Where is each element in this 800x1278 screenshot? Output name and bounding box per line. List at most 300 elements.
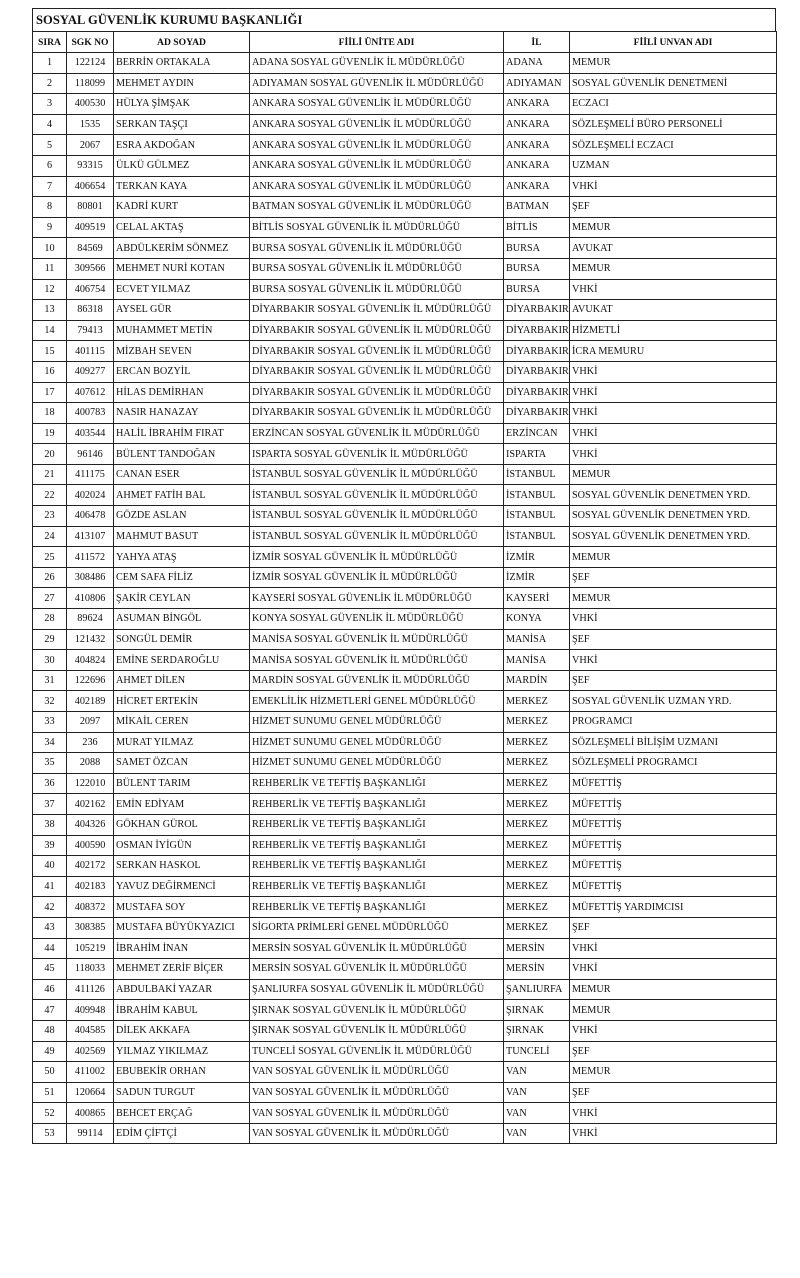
table-row (33, 567, 777, 588)
cell-fiili-unite: ANKARA SOSYAL GÜVENLİK İL MÜDÜRLÜĞÜ (250, 135, 504, 156)
cell-sgk-no: 120664 (67, 1082, 114, 1103)
cell-fiili-unite: TUNCELİ SOSYAL GÜVENLİK İL MÜDÜRLÜĞÜ (250, 1041, 504, 1062)
cell-sira: 30 (33, 650, 67, 671)
col-header-sgk-no: SGK NO (67, 32, 114, 53)
cell-fiili-unite: ŞIRNAK SOSYAL GÜVENLİK İL MÜDÜRLÜĞÜ (250, 1000, 504, 1021)
table-row (33, 114, 777, 135)
cell-sgk-no: 406654 (67, 176, 114, 197)
cell-fiili-unite: ADANA SOSYAL GÜVENLİK İL MÜDÜRLÜĞÜ (250, 53, 504, 74)
cell-il: BİTLİS (504, 217, 570, 238)
cell-il: MERSİN (504, 938, 570, 959)
cell-ad-soyad: ESRA AKDOĞAN (114, 135, 250, 156)
cell-il: MARDİN (504, 670, 570, 691)
table-row (33, 691, 777, 712)
cell-ad-soyad: HÜLYA ŞİMŞAK (114, 94, 250, 115)
cell-il: MERKEZ (504, 691, 570, 712)
table-row (33, 94, 777, 115)
cell-sira: 13 (33, 300, 67, 321)
cell-ad-soyad: ECVET YILMAZ (114, 279, 250, 300)
cell-sira: 2 (33, 73, 67, 94)
cell-fiili-unvan: MÜFETTİŞ (570, 814, 777, 835)
cell-sgk-no: 404585 (67, 1020, 114, 1041)
cell-ad-soyad: ABDULBAKİ YAZAR (114, 979, 250, 1000)
table-row (33, 814, 777, 835)
table-row (33, 526, 777, 547)
cell-fiili-unite: VAN SOSYAL GÜVENLİK İL MÜDÜRLÜĞÜ (250, 1082, 504, 1103)
cell-ad-soyad: DİLEK AKKAFA (114, 1020, 250, 1041)
cell-sgk-no: 410806 (67, 588, 114, 609)
cell-il: MERKEZ (504, 753, 570, 774)
cell-sgk-no: 403544 (67, 423, 114, 444)
cell-sgk-no: 409948 (67, 1000, 114, 1021)
cell-fiili-unite: KONYA SOSYAL GÜVENLİK İL MÜDÜRLÜĞÜ (250, 609, 504, 630)
cell-ad-soyad: OSMAN İYİGÜN (114, 835, 250, 856)
table-row (33, 753, 777, 774)
cell-sira: 32 (33, 691, 67, 712)
table-row (33, 856, 777, 877)
cell-fiili-unvan: SOSYAL GÜVENLİK DENETMEN YRD. (570, 485, 777, 506)
cell-il: ISPARTA (504, 444, 570, 465)
cell-il: MERSİN (504, 959, 570, 980)
cell-fiili-unvan: MÜFETTİŞ (570, 835, 777, 856)
cell-sira: 51 (33, 1082, 67, 1103)
table-row (33, 773, 777, 794)
cell-ad-soyad: CANAN ESER (114, 464, 250, 485)
cell-sira: 16 (33, 361, 67, 382)
cell-fiili-unite: DİYARBAKIR SOSYAL GÜVENLİK İL MÜDÜRLÜĞÜ (250, 382, 504, 403)
cell-fiili-unvan: ŞEF (570, 567, 777, 588)
cell-il: ŞANLIURFA (504, 979, 570, 1000)
cell-fiili-unite: REHBERLİK VE TEFTİŞ BAŞKANLIĞI (250, 814, 504, 835)
table-row (33, 217, 777, 238)
cell-il: ANKARA (504, 114, 570, 135)
table-row (33, 588, 777, 609)
cell-ad-soyad: SERKAN TAŞÇI (114, 114, 250, 135)
cell-sira: 26 (33, 567, 67, 588)
table-body (33, 53, 777, 1144)
personnel-table (32, 31, 777, 1144)
cell-sira: 41 (33, 876, 67, 897)
cell-ad-soyad: AHMET FATİH BAL (114, 485, 250, 506)
table-row (33, 423, 777, 444)
cell-fiili-unite: VAN SOSYAL GÜVENLİK İL MÜDÜRLÜĞÜ (250, 1123, 504, 1144)
cell-fiili-unite: MERSİN SOSYAL GÜVENLİK İL MÜDÜRLÜĞÜ (250, 959, 504, 980)
cell-sira: 22 (33, 485, 67, 506)
cell-fiili-unvan: MEMUR (570, 1062, 777, 1083)
cell-il: ADIYAMAN (504, 73, 570, 94)
cell-ad-soyad: MEHMET ZERİF BİÇER (114, 959, 250, 980)
cell-fiili-unite: HİZMET SUNUMU GENEL MÜDÜRLÜĞÜ (250, 732, 504, 753)
cell-il: DİYARBAKIR (504, 361, 570, 382)
cell-sira: 38 (33, 814, 67, 835)
cell-sgk-no: 406478 (67, 506, 114, 527)
table-row (33, 1082, 777, 1103)
cell-fiili-unvan: VHKİ (570, 959, 777, 980)
table-row (33, 917, 777, 938)
cell-fiili-unvan: VHKİ (570, 609, 777, 630)
cell-sira: 25 (33, 547, 67, 568)
cell-il: MERKEZ (504, 897, 570, 918)
cell-ad-soyad: HİLAS DEMİRHAN (114, 382, 250, 403)
cell-sgk-no: 402024 (67, 485, 114, 506)
cell-sgk-no: 408372 (67, 897, 114, 918)
cell-sgk-no: 402569 (67, 1041, 114, 1062)
cell-fiili-unvan: İCRA MEMURU (570, 341, 777, 362)
cell-sira: 40 (33, 856, 67, 877)
cell-fiili-unvan: VHKİ (570, 403, 777, 424)
cell-fiili-unvan: SOSYAL GÜVENLİK DENETMENİ (570, 73, 777, 94)
col-header-fiili-unite: FİİLİ ÜNİTE ADI (250, 32, 504, 53)
cell-fiili-unvan: VHKİ (570, 1103, 777, 1124)
cell-fiili-unvan: ŞEF (570, 1082, 777, 1103)
cell-sira: 46 (33, 979, 67, 1000)
cell-sgk-no: 80801 (67, 197, 114, 218)
cell-sgk-no: 1535 (67, 114, 114, 135)
cell-sgk-no: 84569 (67, 238, 114, 259)
cell-fiili-unite: İSTANBUL SOSYAL GÜVENLİK İL MÜDÜRLÜĞÜ (250, 464, 504, 485)
cell-sgk-no: 406754 (67, 279, 114, 300)
cell-il: KAYSERİ (504, 588, 570, 609)
cell-il: İSTANBUL (504, 506, 570, 527)
cell-sira: 28 (33, 609, 67, 630)
cell-il: DİYARBAKIR (504, 320, 570, 341)
cell-fiili-unite: BURSA SOSYAL GÜVENLİK İL MÜDÜRLÜĞÜ (250, 258, 504, 279)
cell-il: BURSA (504, 279, 570, 300)
cell-il: MERKEZ (504, 856, 570, 877)
cell-sira: 18 (33, 403, 67, 424)
cell-ad-soyad: İBRAHİM KABUL (114, 1000, 250, 1021)
cell-fiili-unite: BURSA SOSYAL GÜVENLİK İL MÜDÜRLÜĞÜ (250, 279, 504, 300)
table-row (33, 320, 777, 341)
cell-sira: 1 (33, 53, 67, 74)
cell-sira: 29 (33, 629, 67, 650)
cell-fiili-unite: REHBERLİK VE TEFTİŞ BAŞKANLIĞI (250, 897, 504, 918)
table-row (33, 73, 777, 94)
cell-ad-soyad: YAVUZ DEĞİRMENCİ (114, 876, 250, 897)
cell-fiili-unite: DİYARBAKIR SOSYAL GÜVENLİK İL MÜDÜRLÜĞÜ (250, 403, 504, 424)
cell-il: ANKARA (504, 94, 570, 115)
cell-ad-soyad: ABDÜLKERİM SÖNMEZ (114, 238, 250, 259)
cell-sira: 23 (33, 506, 67, 527)
cell-il: İZMİR (504, 567, 570, 588)
cell-ad-soyad: EDİM ÇİFTÇİ (114, 1123, 250, 1144)
cell-fiili-unite: MARDİN SOSYAL GÜVENLİK İL MÜDÜRLÜĞÜ (250, 670, 504, 691)
cell-il: KONYA (504, 609, 570, 630)
cell-fiili-unite: MERSİN SOSYAL GÜVENLİK İL MÜDÜRLÜĞÜ (250, 938, 504, 959)
cell-sira: 15 (33, 341, 67, 362)
cell-fiili-unite: İSTANBUL SOSYAL GÜVENLİK İL MÜDÜRLÜĞÜ (250, 526, 504, 547)
cell-fiili-unvan: UZMAN (570, 155, 777, 176)
table-row (33, 979, 777, 1000)
cell-sgk-no: 402172 (67, 856, 114, 877)
cell-sgk-no: 2097 (67, 712, 114, 733)
table-row (33, 876, 777, 897)
cell-il: DİYARBAKIR (504, 300, 570, 321)
cell-fiili-unvan: VHKİ (570, 444, 777, 465)
cell-fiili-unite: ADIYAMAN SOSYAL GÜVENLİK İL MÜDÜRLÜĞÜ (250, 73, 504, 94)
cell-il: MERKEZ (504, 773, 570, 794)
table-row (33, 1062, 777, 1083)
cell-sgk-no: 308486 (67, 567, 114, 588)
cell-sgk-no: 409519 (67, 217, 114, 238)
cell-il: MERKEZ (504, 876, 570, 897)
cell-sira: 7 (33, 176, 67, 197)
cell-fiili-unvan: MÜFETTİŞ YARDIMCISI (570, 897, 777, 918)
cell-ad-soyad: İBRAHİM İNAN (114, 938, 250, 959)
cell-sira: 12 (33, 279, 67, 300)
cell-fiili-unite: MANİSA SOSYAL GÜVENLİK İL MÜDÜRLÜĞÜ (250, 629, 504, 650)
table-row (33, 53, 777, 74)
cell-sgk-no: 2088 (67, 753, 114, 774)
cell-sira: 14 (33, 320, 67, 341)
cell-ad-soyad: MAHMUT BASUT (114, 526, 250, 547)
cell-sira: 24 (33, 526, 67, 547)
cell-fiili-unite: BURSA SOSYAL GÜVENLİK İL MÜDÜRLÜĞÜ (250, 238, 504, 259)
cell-il: ADANA (504, 53, 570, 74)
cell-fiili-unite: ISPARTA SOSYAL GÜVENLİK İL MÜDÜRLÜĞÜ (250, 444, 504, 465)
cell-fiili-unvan: AVUKAT (570, 300, 777, 321)
cell-ad-soyad: HİCRET ERTEKİN (114, 691, 250, 712)
cell-il: İZMİR (504, 547, 570, 568)
cell-ad-soyad: SONGÜL DEMİR (114, 629, 250, 650)
cell-fiili-unite: İZMİR SOSYAL GÜVENLİK İL MÜDÜRLÜĞÜ (250, 567, 504, 588)
cell-fiili-unvan: MEMUR (570, 1000, 777, 1021)
table-row (33, 712, 777, 733)
cell-sgk-no: 402162 (67, 794, 114, 815)
cell-sgk-no: 308385 (67, 917, 114, 938)
cell-sgk-no: 400590 (67, 835, 114, 856)
cell-fiili-unvan: MEMUR (570, 217, 777, 238)
cell-sira: 4 (33, 114, 67, 135)
cell-fiili-unvan: MÜFETTİŞ (570, 876, 777, 897)
cell-fiili-unvan: MEMUR (570, 258, 777, 279)
table-row (33, 670, 777, 691)
cell-il: VAN (504, 1082, 570, 1103)
cell-sira: 42 (33, 897, 67, 918)
cell-fiili-unvan: HİZMETLİ (570, 320, 777, 341)
cell-ad-soyad: EBUBEKİR ORHAN (114, 1062, 250, 1083)
cell-il: MERKEZ (504, 835, 570, 856)
cell-sira: 53 (33, 1123, 67, 1144)
table-row (33, 1103, 777, 1124)
table-row (33, 650, 777, 671)
cell-il: ŞIRNAK (504, 1020, 570, 1041)
cell-il: VAN (504, 1123, 570, 1144)
table-row (33, 279, 777, 300)
cell-sira: 36 (33, 773, 67, 794)
table-header-row (33, 32, 777, 53)
cell-sira: 48 (33, 1020, 67, 1041)
cell-sira: 8 (33, 197, 67, 218)
cell-il: TUNCELİ (504, 1041, 570, 1062)
cell-fiili-unvan: VHKİ (570, 176, 777, 197)
cell-ad-soyad: SADUN TURGUT (114, 1082, 250, 1103)
cell-fiili-unvan: SOSYAL GÜVENLİK DENETMEN YRD. (570, 526, 777, 547)
cell-ad-soyad: MEHMET NURİ KOTAN (114, 258, 250, 279)
cell-fiili-unite: İZMİR SOSYAL GÜVENLİK İL MÜDÜRLÜĞÜ (250, 547, 504, 568)
cell-il: MERKEZ (504, 814, 570, 835)
cell-sgk-no: 86318 (67, 300, 114, 321)
cell-fiili-unite: REHBERLİK VE TEFTİŞ BAŞKANLIĞI (250, 773, 504, 794)
cell-fiili-unvan: ŞEF (570, 670, 777, 691)
cell-ad-soyad: MUHAMMET METİN (114, 320, 250, 341)
col-header-fiili-unvan: FİİLİ UNVAN ADI (570, 32, 777, 53)
cell-il: VAN (504, 1103, 570, 1124)
cell-sira: 27 (33, 588, 67, 609)
cell-ad-soyad: EMİN EDİYAM (114, 794, 250, 815)
cell-fiili-unite: HİZMET SUNUMU GENEL MÜDÜRLÜĞÜ (250, 753, 504, 774)
cell-sgk-no: 413107 (67, 526, 114, 547)
cell-ad-soyad: SERKAN HASKOL (114, 856, 250, 877)
table-row (33, 155, 777, 176)
cell-sgk-no: 400530 (67, 94, 114, 115)
table-row (33, 794, 777, 815)
cell-il: MERKEZ (504, 732, 570, 753)
cell-fiili-unvan: VHKİ (570, 1123, 777, 1144)
cell-ad-soyad: MİZBAH SEVEN (114, 341, 250, 362)
cell-fiili-unvan: VHKİ (570, 423, 777, 444)
cell-fiili-unite: ERZİNCAN SOSYAL GÜVENLİK İL MÜDÜRLÜĞÜ (250, 423, 504, 444)
cell-sira: 50 (33, 1062, 67, 1083)
cell-il: İSTANBUL (504, 464, 570, 485)
cell-ad-soyad: AYSEL GÜR (114, 300, 250, 321)
cell-sira: 5 (33, 135, 67, 156)
cell-ad-soyad: HALİL İBRAHİM FIRAT (114, 423, 250, 444)
cell-fiili-unvan: ŞEF (570, 917, 777, 938)
cell-sgk-no: 122124 (67, 53, 114, 74)
cell-fiili-unvan: MÜFETTİŞ (570, 794, 777, 815)
cell-sgk-no: 411175 (67, 464, 114, 485)
col-header-sira: SIRA (33, 32, 67, 53)
col-header-ad-soyad: AD SOYAD (114, 32, 250, 53)
cell-fiili-unite: REHBERLİK VE TEFTİŞ BAŞKANLIĞI (250, 835, 504, 856)
cell-ad-soyad: YAHYA ATAŞ (114, 547, 250, 568)
cell-fiili-unvan: MÜFETTİŞ (570, 856, 777, 877)
cell-sgk-no: 2067 (67, 135, 114, 156)
cell-fiili-unite: ŞANLIURFA SOSYAL GÜVENLİK İL MÜDÜRLÜĞÜ (250, 979, 504, 1000)
cell-ad-soyad: BERRİN ORTAKALA (114, 53, 250, 74)
cell-sira: 3 (33, 94, 67, 115)
table-row (33, 341, 777, 362)
cell-fiili-unvan: VHKİ (570, 1020, 777, 1041)
cell-sira: 49 (33, 1041, 67, 1062)
document-sheet (32, 8, 776, 1144)
cell-fiili-unvan: MEMUR (570, 547, 777, 568)
cell-sgk-no: 122010 (67, 773, 114, 794)
cell-sgk-no: 89624 (67, 609, 114, 630)
cell-il: DİYARBAKIR (504, 403, 570, 424)
table-row (33, 897, 777, 918)
cell-ad-soyad: BEHCET ERÇAĞ (114, 1103, 250, 1124)
cell-fiili-unvan: VHKİ (570, 650, 777, 671)
cell-il: MANİSA (504, 650, 570, 671)
cell-il: MERKEZ (504, 794, 570, 815)
cell-fiili-unvan: ŞEF (570, 1041, 777, 1062)
table-row (33, 258, 777, 279)
cell-il: ŞIRNAK (504, 1000, 570, 1021)
cell-ad-soyad: KADRİ KURT (114, 197, 250, 218)
cell-ad-soyad: ERCAN BOZYİL (114, 361, 250, 382)
cell-sgk-no: 401115 (67, 341, 114, 362)
table-row (33, 485, 777, 506)
cell-fiili-unvan: VHKİ (570, 938, 777, 959)
cell-sira: 31 (33, 670, 67, 691)
table-row (33, 938, 777, 959)
cell-fiili-unite: REHBERLİK VE TEFTİŞ BAŞKANLIĞI (250, 856, 504, 877)
table-row (33, 547, 777, 568)
cell-sgk-no: 96146 (67, 444, 114, 465)
cell-fiili-unvan: VHKİ (570, 382, 777, 403)
cell-sira: 39 (33, 835, 67, 856)
cell-fiili-unvan: AVUKAT (570, 238, 777, 259)
cell-fiili-unite: DİYARBAKIR SOSYAL GÜVENLİK İL MÜDÜRLÜĞÜ (250, 320, 504, 341)
table-row (33, 629, 777, 650)
cell-fiili-unite: DİYARBAKIR SOSYAL GÜVENLİK İL MÜDÜRLÜĞÜ (250, 300, 504, 321)
table-row (33, 1123, 777, 1144)
cell-sira: 33 (33, 712, 67, 733)
table-row (33, 1020, 777, 1041)
cell-sgk-no: 400865 (67, 1103, 114, 1124)
table-row (33, 835, 777, 856)
cell-fiili-unvan: PROGRAMCI (570, 712, 777, 733)
cell-sgk-no: 411572 (67, 547, 114, 568)
cell-sira: 19 (33, 423, 67, 444)
table-row (33, 197, 777, 218)
cell-fiili-unite: MANİSA SOSYAL GÜVENLİK İL MÜDÜRLÜĞÜ (250, 650, 504, 671)
cell-ad-soyad: ÜLKÜ GÜLMEZ (114, 155, 250, 176)
cell-fiili-unite: DİYARBAKIR SOSYAL GÜVENLİK İL MÜDÜRLÜĞÜ (250, 361, 504, 382)
cell-fiili-unite: ANKARA SOSYAL GÜVENLİK İL MÜDÜRLÜĞÜ (250, 176, 504, 197)
table-row (33, 176, 777, 197)
cell-il: İSTANBUL (504, 526, 570, 547)
cell-fiili-unite: EMEKLİLİK HİZMETLERİ GENEL MÜDÜRLÜĞÜ (250, 691, 504, 712)
cell-fiili-unvan: MÜFETTİŞ (570, 773, 777, 794)
cell-sgk-no: 99114 (67, 1123, 114, 1144)
cell-sgk-no: 402183 (67, 876, 114, 897)
cell-ad-soyad: BÜLENT TANDOĞAN (114, 444, 250, 465)
cell-sira: 47 (33, 1000, 67, 1021)
cell-sgk-no: 411002 (67, 1062, 114, 1083)
table-row (33, 1041, 777, 1062)
cell-ad-soyad: CEM SAFA FİLİZ (114, 567, 250, 588)
cell-fiili-unvan: SOSYAL GÜVENLİK UZMAN YRD. (570, 691, 777, 712)
document-title: SOSYAL GÜVENLİK KURUMU BAŞKANLIĞI (32, 8, 776, 31)
cell-ad-soyad: MEHMET AYDIN (114, 73, 250, 94)
table-row (33, 300, 777, 321)
table-row (33, 609, 777, 630)
cell-fiili-unite: REHBERLİK VE TEFTİŞ BAŞKANLIĞI (250, 794, 504, 815)
cell-il: BURSA (504, 258, 570, 279)
cell-fiili-unite: BİTLİS SOSYAL GÜVENLİK İL MÜDÜRLÜĞÜ (250, 217, 504, 238)
cell-fiili-unite: ŞIRNAK SOSYAL GÜVENLİK İL MÜDÜRLÜĞÜ (250, 1020, 504, 1041)
cell-sgk-no: 118099 (67, 73, 114, 94)
table-row (33, 1000, 777, 1021)
cell-sgk-no: 402189 (67, 691, 114, 712)
cell-il: ANKARA (504, 135, 570, 156)
cell-fiili-unvan: SÖZLEŞMELİ BİLİŞİM UZMANI (570, 732, 777, 753)
cell-fiili-unvan: MEMUR (570, 464, 777, 485)
table-row (33, 238, 777, 259)
cell-fiili-unite: HİZMET SUNUMU GENEL MÜDÜRLÜĞÜ (250, 712, 504, 733)
cell-sgk-no: 400783 (67, 403, 114, 424)
cell-ad-soyad: MURAT YILMAZ (114, 732, 250, 753)
cell-fiili-unvan: SÖZLEŞMELİ ECZACI (570, 135, 777, 156)
cell-sira: 35 (33, 753, 67, 774)
col-header-il: İL (504, 32, 570, 53)
cell-sgk-no: 122696 (67, 670, 114, 691)
cell-il: VAN (504, 1062, 570, 1083)
table-row (33, 403, 777, 424)
